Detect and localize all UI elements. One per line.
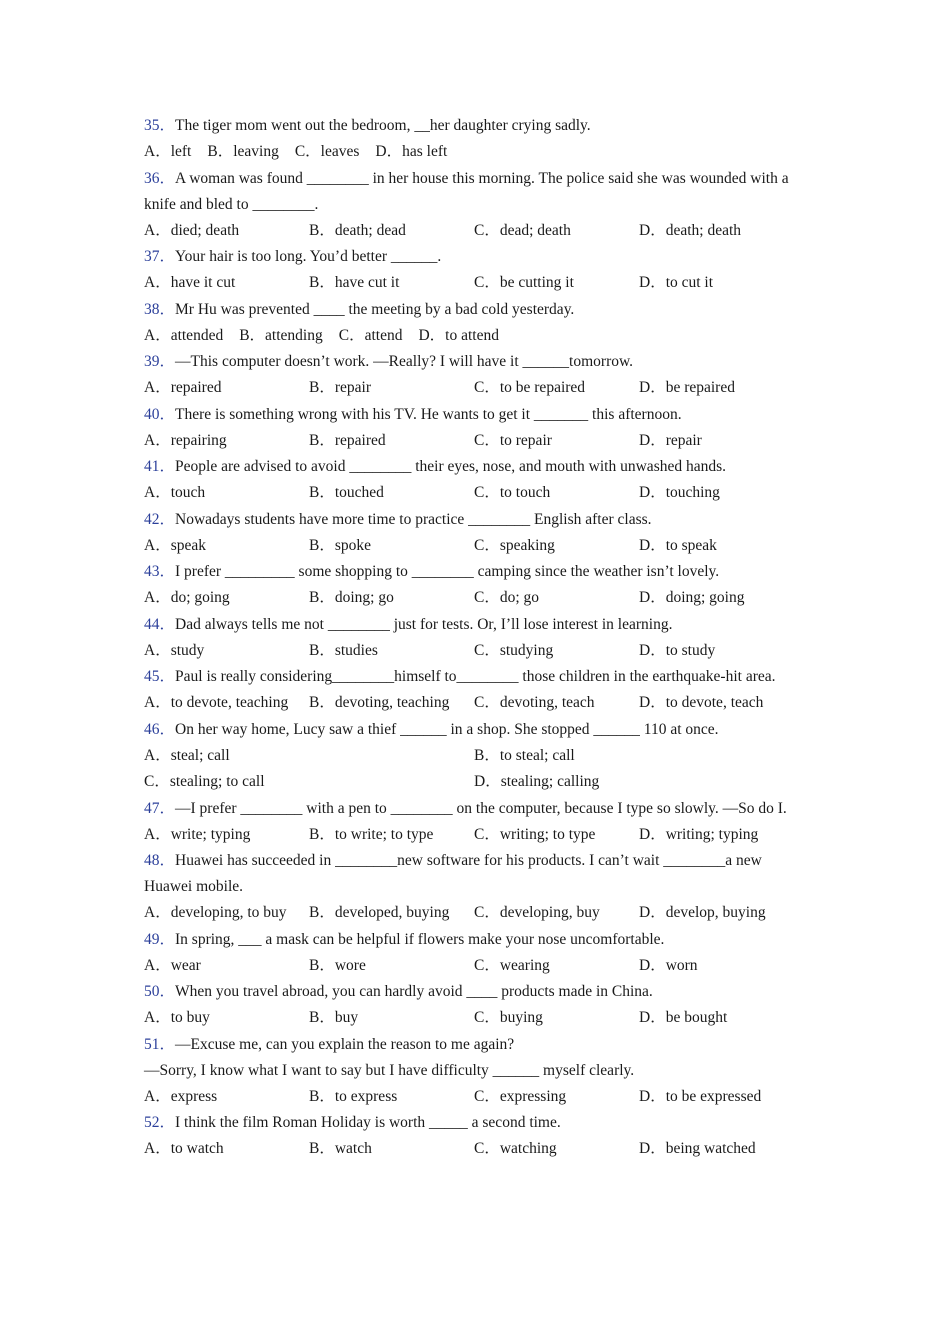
question-block [144,796,804,849]
question-block [144,559,804,612]
answer-option: D．to study [639,641,716,659]
options-row [144,690,804,717]
question-text-line2: —Sorry, I know what I want to say but I have difficulty ______ myself clearly. [144,1061,635,1079]
question-number: 44． [144,615,176,633]
question-number: 52． [144,1114,176,1131]
answer-option: B．watch [309,1140,372,1157]
answer-option: B．leaving [207,143,279,160]
options-row [144,323,804,350]
answer-option: D．develop, buying [639,904,766,921]
options-row [144,375,804,402]
question-text: On her way home, Lucy saw a thief ______ in a shop. She stopped ______ 110 at once. [175,720,719,738]
answer-option: B．to write; to type [309,825,434,843]
answer-option: A．do; going [144,589,230,606]
question-block [144,1032,804,1111]
question-text: Dad always tells me not ________ just for tests. Or, I’ll lose interest in learning. [175,615,673,633]
answer-option: D．to speak [639,536,717,554]
answer-option: B．wore [309,956,366,974]
answer-option: C．to repair [474,431,552,449]
question-block [144,402,804,455]
question-stem [144,507,804,533]
question-number: 43． [144,563,176,580]
question-stem [144,166,804,218]
answer-option: C．studying [474,641,554,659]
question-number: 46． [144,720,176,738]
answer-option: C．stealing; to call [144,773,265,790]
question-number: 42． [144,510,176,528]
question-block [144,166,804,245]
question-stem [144,664,804,690]
question-number: 35． [144,117,176,134]
answer-option: C．do; go [474,589,540,606]
answer-option: B．death; dead [309,221,406,239]
options-row [144,953,804,980]
question-number: 49． [144,930,176,948]
question-stem [144,297,804,323]
answer-option: D．writing; typing [639,825,759,843]
answer-option: B．touched [309,484,384,501]
answer-option: D．death; death [639,221,742,239]
question-text: I think the film Roman Holiday is worth _____ a second time. [175,1114,561,1131]
options-row [144,1005,804,1032]
question-text: When you travel abroad, you can hardly avoid ____ products made in China. [175,983,653,1000]
answer-option: D．stealing; calling [474,773,600,790]
answer-option: C．to be repaired [474,379,586,396]
answer-option: B．buy [309,1009,359,1026]
question-text: —I prefer ________ with a pen to ________ on the computer, because I type so slowly. —So do I. [175,799,787,817]
question-number: 39． [144,353,176,370]
question-text: Huawei has succeeded in ________new software for his products. I can’t wait ________a new Huawei mobile. [144,852,762,895]
answer-option: D．worn [639,956,698,974]
question-number: 40． [144,405,176,423]
answer-option: B．doing; go [309,589,394,606]
question-block [144,848,804,927]
answer-option: D．doing; going [639,589,745,606]
answer-option: A．touch [144,484,206,501]
answer-option: D．being watched [639,1140,756,1157]
answer-option: C．writing; to type [474,825,596,843]
answer-option: D．to be expressed [639,1087,762,1105]
question-stem [144,113,804,139]
answer-option: B．studies [309,641,378,659]
question-stem [144,612,804,638]
question-block [144,717,804,796]
options-row [144,638,804,665]
answer-option: C．dead; death [474,221,571,239]
answer-option: D．has left [375,143,448,160]
answer-option: A．repairing [144,431,227,449]
answer-option: A．developing, to buy [144,904,287,921]
question-number: 37． [144,248,176,265]
options-row [144,428,804,455]
answer-option: A．express [144,1087,218,1105]
question-number: 48． [144,852,176,869]
question-block [144,927,804,980]
question-text: Nowadays students have more time to practice ________ English after class. [175,510,652,528]
question-text: —Excuse me, can you explain the reason to me again? [175,1035,515,1053]
question-stem [144,1110,804,1136]
question-text: Mr Hu was prevented ____ the meeting by a bad cold yesterday. [175,300,575,318]
answer-option: D．be bought [639,1009,728,1026]
answer-option: C．buying [474,1009,543,1026]
answer-option: C．watching [474,1140,557,1157]
answer-option: A．have it cut [144,274,236,291]
answer-option: D．to attend [418,326,499,344]
question-stem [144,559,804,585]
question-text: There is something wrong with his TV. He wants to get it _______ this afternoon. [175,405,682,423]
options-row [144,1136,804,1163]
answer-option: C．wearing [474,956,550,974]
question-block [144,244,804,297]
question-text: I prefer _________ some shopping to ________ camping since the weather isn’t lovely. [175,563,720,580]
question-number: 50． [144,983,176,1000]
question-stem [144,796,804,822]
options-row [144,480,804,507]
answer-option: C．be cutting it [474,274,574,291]
question-stem [144,349,804,375]
answer-option: C．developing, buy [474,904,600,921]
answer-option: A．left [144,143,192,160]
options-row [144,270,804,297]
question-text: People are advised to avoid ________ their eyes, nose, and mouth with unwashed hands. [175,458,727,475]
question-number: 51． [144,1035,176,1053]
question-block [144,664,804,717]
answer-option: D．be repaired [639,379,735,396]
answer-option: B．to express [309,1087,398,1105]
answer-option: A．to buy [144,1009,210,1026]
question-block [144,297,804,350]
answer-option: B．developed, buying [309,904,450,921]
options-row [144,218,804,245]
answer-option: C．expressing [474,1087,567,1105]
question-text: The tiger mom went out the bedroom, __her daughter crying sadly. [175,117,591,134]
options-row [144,743,804,770]
answer-option: D．to cut it [639,274,714,291]
question-text: Your hair is too long. You’d better ______. [175,248,442,265]
options-row [144,533,804,560]
question-block [144,1110,804,1163]
question-stem [144,454,804,480]
answer-option: A．died; death [144,221,240,239]
answer-option: A．steal; call [144,746,230,764]
answer-option: A．repaired [144,379,222,396]
answer-option: A．speak [144,536,206,554]
question-block [144,612,804,665]
answer-option: C．attend [338,326,403,344]
question-stem [144,402,804,428]
question-text: In spring, ___ a mask can be helpful if flowers make your nose uncomfortable. [175,930,665,948]
question-number: 36． [144,169,176,187]
question-number: 41． [144,458,176,475]
question-number: 47． [144,799,176,817]
answer-option: C．speaking [474,536,555,554]
question-text: —This computer doesn’t work. —Really? I will have it ______tomorrow. [175,353,634,370]
options-row [144,769,804,796]
answer-option: C．devoting, teach [474,694,595,711]
question-number: 45． [144,668,176,685]
question-stem [144,244,804,270]
question-block [144,113,804,166]
question-number: 38． [144,300,176,318]
answer-option: B．devoting, teaching [309,694,450,711]
question-block [144,979,804,1032]
answer-option: B．spoke [309,536,372,554]
answer-option: A．wear [144,956,201,974]
answer-option: C．to touch [474,484,551,501]
answer-option: A．study [144,641,205,659]
question-stem [144,979,804,1005]
answer-option: B．repair [309,379,371,396]
answer-option: A．to devote, teaching [144,694,289,711]
question-stem [144,927,804,953]
question-stem [144,717,804,743]
answer-option: B．attending [239,326,323,344]
options-row [144,139,804,166]
answer-option: A．attended [144,326,224,344]
answer-option: B．to steal; call [474,746,575,764]
answer-option: B．repaired [309,431,386,449]
answer-option: D．touching [639,484,720,501]
question-text: Paul is really considering________himself to________ those children in the earthquake-hit area. [175,668,776,685]
question-list [144,113,804,1163]
options-row [144,900,804,927]
question-stem [144,848,804,900]
answer-option: D．to devote, teach [639,694,764,711]
answer-option: A．write; typing [144,825,251,843]
question-block [144,349,804,402]
question-stem [144,1032,804,1058]
question-block [144,507,804,560]
options-row [144,585,804,612]
options-row [144,1084,804,1111]
question-text: A woman was found ________ in her house this morning. The police said she was wounded with a knife and bled to ________. [144,169,789,213]
answer-option: B．have cut it [309,274,400,291]
answer-option: C．leaves [294,143,360,160]
question-block [144,454,804,507]
answer-option: A．to watch [144,1140,224,1157]
options-row [144,822,804,849]
answer-option: D．repair [639,431,702,449]
